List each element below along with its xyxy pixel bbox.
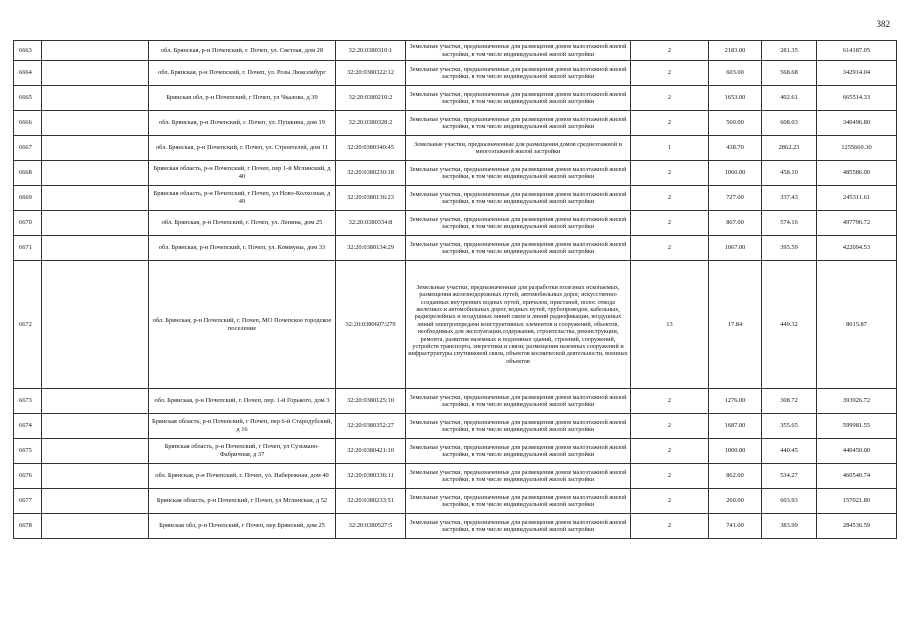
cell-specific-value: 608.03 [762,111,817,136]
cell-specific-value: 440.45 [762,439,817,464]
cell-cadastral-value: 497796.72 [817,211,897,236]
table-body [14,41,897,539]
cell-specific-value: 355.65 [762,414,817,439]
cell-number: 6676 [14,464,42,489]
cell-number: 6672 [14,261,42,389]
cell-area: 17.84 [709,261,762,389]
cell-cadastral-number: 32:20:0380340:45 [336,136,406,161]
cell-cadastral-number: 32:20:0380527:5 [336,514,406,539]
cell-area: 438.70 [709,136,762,161]
cell-area: 1060.00 [709,161,762,186]
cell-specific-value: 574.16 [762,211,817,236]
table-row [14,489,897,514]
cell-address: Брянская область, р-н Почепский, г Почеп, ул Мглинская, д 52 [149,489,336,514]
cell-permitted-use: Земельные участки, предназначенные для размещения домов малоэтажной жилой застройки, в том числе индивидуальной жилой застройки [406,389,631,414]
cell-cadastral-value: 422094.53 [817,236,897,261]
cell-specific-value: 2862.23 [762,136,817,161]
cell-specific-value: 568.68 [762,61,817,86]
cell-permitted-use: Земельные участки, предназначенные для размещения домов малоэтажной жилой застройки, в том числе индивидуальной жилой застройки [406,211,631,236]
cell-blank [42,186,149,211]
cell-cadastral-number: 32:20:0380334:8 [336,211,406,236]
cell-cadastral-number: 32:20:0380421:10 [336,439,406,464]
cell-number: 6665 [14,86,42,111]
cell-cadastral-value: 245311.61 [817,186,897,211]
cell-group: 2 [631,489,709,514]
cell-area: 603.00 [709,61,762,86]
cell-specific-value: 281.35 [762,41,817,61]
table-row [14,414,897,439]
cell-specific-value: 337.43 [762,186,817,211]
cell-permitted-use: Земельные участки, предназначенные для размещения домов малоэтажной жилой застройки, в том числе индивидуальной жилой застройки [406,161,631,186]
cell-permitted-use: Земельные участки, предназначенные для размещения домов среднеэтажной и многоэтажной жилой застройки [406,136,631,161]
cell-group: 2 [631,464,709,489]
cell-blank [42,161,149,186]
cell-permitted-use: Земельные участки, предназначенные для размещения домов малоэтажной жилой застройки, в том числе индивидуальной жилой застройки [406,439,631,464]
cell-blank [42,439,149,464]
cell-address: обл. Брянская, р-н Почепский, г. Почеп, ул. Строителей, дом 11 [149,136,336,161]
cell-number: 6671 [14,236,42,261]
cell-address: обл. Брянская, р-н Почепский, г. Почеп, ул. Ленина, дом 25 [149,211,336,236]
cell-number: 6673 [14,389,42,414]
cell-number: 6667 [14,136,42,161]
cell-blank [42,211,149,236]
cell-cadastral-value: 284536.59 [817,514,897,539]
cell-area: 741.00 [709,514,762,539]
cell-area: 862.00 [709,464,762,489]
cell-cadastral-number: 32:20:0380607:279 [336,261,406,389]
cell-cadastral-number: 32:20:0380336:11 [336,464,406,489]
cell-number: 6669 [14,186,42,211]
cell-blank [42,389,149,414]
cell-area: 1276.00 [709,389,762,414]
cell-group: 2 [631,389,709,414]
cell-specific-value: 458.10 [762,161,817,186]
cell-address: обл. Брянская, р-н Почепский, г. Почеп, ул. Светлая, дом 28 [149,41,336,61]
cell-cadastral-number: 32:20:0380136:23 [336,186,406,211]
cell-cadastral-number: 32:20:0380328:2 [336,111,406,136]
cell-specific-value: 449.32 [762,261,817,389]
cell-specific-value: 402.61 [762,86,817,111]
cell-address: обл. Брянская, р-н Почепский, г. Почеп, пер. 1-й Горького, дом 3 [149,389,336,414]
cell-blank [42,41,149,61]
cell-group: 2 [631,211,709,236]
cell-permitted-use: Земельные участки, предназначенные для размещения домов малоэтажной жилой застройки, в том числе индивидуальной жилой застройки [406,414,631,439]
cell-permitted-use: Земельные участки, предназначенные для размещения домов малоэтажной жилой застройки, в том числе индивидуальной жилой застройки [406,86,631,111]
cell-number: 6675 [14,439,42,464]
cell-group: 2 [631,41,709,61]
cell-permitted-use: Земельные участки, предназначенные для размещения домов малоэтажной жилой застройки, в том числе индивидуальной жилой застройки [406,41,631,61]
cell-permitted-use: Земельные участки, предназначенные для размещения домов малоэтажной жилой застройки, в том числе индивидуальной жилой застройки [406,186,631,211]
table-row [14,211,897,236]
cell-cadastral-number: 32:20:0380125:10 [336,389,406,414]
cell-number: 6670 [14,211,42,236]
cell-group: 2 [631,111,709,136]
cell-cadastral-value: 393926.72 [817,389,897,414]
cell-cadastral-number: 32:20:0380210:2 [336,86,406,111]
land-register-table [13,40,897,539]
cell-number: 6663 [14,41,42,61]
cell-cadastral-value: 1255660.30 [817,136,897,161]
cell-specific-value: 308.72 [762,389,817,414]
cell-cadastral-number: 32:20:0380310:1 [336,41,406,61]
cell-specific-value: 383.99 [762,514,817,539]
cell-address: Брянская область, р-н Почепский, г Почеп, пер 6-й Стародубский, д 16 [149,414,336,439]
cell-group: 2 [631,514,709,539]
cell-group: 2 [631,236,709,261]
table-row [14,514,897,539]
cell-permitted-use: Земельные участки, предназначенные для разработки полезных ископаемых, размещения железнодорожных путей, автомобильных дорог, искусственно созданных внутренних водных путей, причалов, пристаней, полос отвода железных и автомобильных дорог, водных путей, трубопроводов, кабельных, радиорелейных и воздушных линий связи и линий радиофикации, воздушных линий электропередачи конструктивных элементов и сооружений, объектов, необходимых для эксплуатации,содержания, строительства, реконструкции, ремонта, развития наземных и подземных зданий, строений, сооружений, устройств транспорта, энергетики и связи; размещения наземных сооружений и инфраструктуры спутниковой связи, объектов космической деятельности, военных объектов [406,261,631,389]
cell-area: 2183.00 [709,41,762,61]
cell-blank [42,514,149,539]
page-number: 382 [876,19,890,29]
cell-group: 2 [631,61,709,86]
cell-specific-value: 603.93 [762,489,817,514]
cell-cadastral-value: 440450.00 [817,439,897,464]
table-row [14,236,897,261]
cell-number: 6668 [14,161,42,186]
cell-address: Брянская область, р-н Почепский, г Почеп, пер 1-й Мглинский, д 40 [149,161,336,186]
cell-blank [42,489,149,514]
cell-cadastral-number: 32:20:0380134:29 [336,236,406,261]
table-row [14,439,897,464]
cell-group: 1 [631,136,709,161]
cell-number: 6664 [14,61,42,86]
cell-address: обл. Брянская, р-н Почепский, г. Почеп, МО Почепское городское поселение [149,261,336,389]
cell-cadastral-value: 665514.33 [817,86,897,111]
table-row [14,389,897,414]
cell-permitted-use: Земельные участки, предназначенные для размещения домов малоэтажной жилой застройки, в том числе индивидуальной жилой застройки [406,61,631,86]
cell-address: обл. Брянская, р-н Почепский, г. Почеп, ул. Набережная, дом 40 [149,464,336,489]
cell-area: 1653.00 [709,86,762,111]
table-row [14,61,897,86]
cell-group: 2 [631,439,709,464]
cell-group: 2 [631,414,709,439]
cell-address: Брянская обл, р-н Почепский, г Почеп, пер Брянский, дом 25 [149,514,336,539]
cell-specific-value: 534.27 [762,464,817,489]
cell-cadastral-value: 342914.04 [817,61,897,86]
cell-area: 1067.00 [709,236,762,261]
cell-cadastral-value: 340496.80 [817,111,897,136]
table-row [14,86,897,111]
table-row [14,186,897,211]
cell-number: 6666 [14,111,42,136]
cell-address: Брянская обл, р-н Почепский, г Почеп, ул Чкалова, д 39 [149,86,336,111]
cell-blank [42,414,149,439]
cell-address: обл. Брянская, р-н Почепский, г. Почеп, ул. Розы Люксембург [149,61,336,86]
cell-group: 2 [631,161,709,186]
cell-number: 6678 [14,514,42,539]
cell-specific-value: 395.59 [762,236,817,261]
cell-address: Брянская область, р-н Почепский, г Почеп, ул Ново-Колхозная, д 49 [149,186,336,211]
cell-blank [42,86,149,111]
cell-area: 1687.00 [709,414,762,439]
cell-permitted-use: Земельные участки, предназначенные для размещения домов малоэтажной жилой застройки, в том числе индивидуальной жилой застройки [406,514,631,539]
cell-address: обл. Брянская, р-н Почепский, г. Почеп, ул. Пушкина, дом 19 [149,111,336,136]
cell-blank [42,136,149,161]
cell-address: Брянская область, р-н Почепский, г Почеп, ул Сузьмано-Фабричная, д 37 [149,439,336,464]
cell-cadastral-value: 614187.05 [817,41,897,61]
cell-group: 2 [631,186,709,211]
cell-area: 727.00 [709,186,762,211]
cell-blank [42,61,149,86]
table-row [14,41,897,61]
cell-cadastral-value: 157021.80 [817,489,897,514]
cell-cadastral-number: 32:20:0380230:18 [336,161,406,186]
cell-number: 6677 [14,489,42,514]
cell-permitted-use: Земельные участки, предназначенные для размещения домов малоэтажной жилой застройки, в том числе индивидуальной жилой застройки [406,236,631,261]
cell-area: 867.00 [709,211,762,236]
cell-blank [42,236,149,261]
cell-cadastral-value: 599981.55 [817,414,897,439]
cell-cadastral-value: 485586.00 [817,161,897,186]
cell-permitted-use: Земельные участки, предназначенные для размещения домов малоэтажной жилой застройки, в том числе индивидуальной жилой застройки [406,111,631,136]
cell-number: 6674 [14,414,42,439]
cell-permitted-use: Земельные участки, предназначенные для размещения домов малоэтажной жилой застройки, в том числе индивидуальной жилой застройки [406,489,631,514]
cell-cadastral-number: 32:20:0380352:27 [336,414,406,439]
table-row [14,161,897,186]
table-row [14,464,897,489]
cell-cadastral-number: 32:20:0380322:12 [336,61,406,86]
cell-blank [42,111,149,136]
cell-area: 1000.00 [709,439,762,464]
table-row [14,261,897,389]
cell-area: 260.00 [709,489,762,514]
cell-blank [42,464,149,489]
cell-group: 2 [631,86,709,111]
cell-group: 13 [631,261,709,389]
cell-area: 560.00 [709,111,762,136]
table-row [14,136,897,161]
cell-address: обл. Брянская, р-н Почепский, г. Почеп, ул. Коммуны, дом 33 [149,236,336,261]
cell-cadastral-value: 8015.87 [817,261,897,389]
cell-blank [42,261,149,389]
cell-permitted-use: Земельные участки, предназначенные для размещения домов малоэтажной жилой застройки, в том числе индивидуальной жилой застройки [406,464,631,489]
table-row [14,111,897,136]
cell-cadastral-value: 460540.74 [817,464,897,489]
cell-cadastral-number: 32:20:0380233:51 [336,489,406,514]
